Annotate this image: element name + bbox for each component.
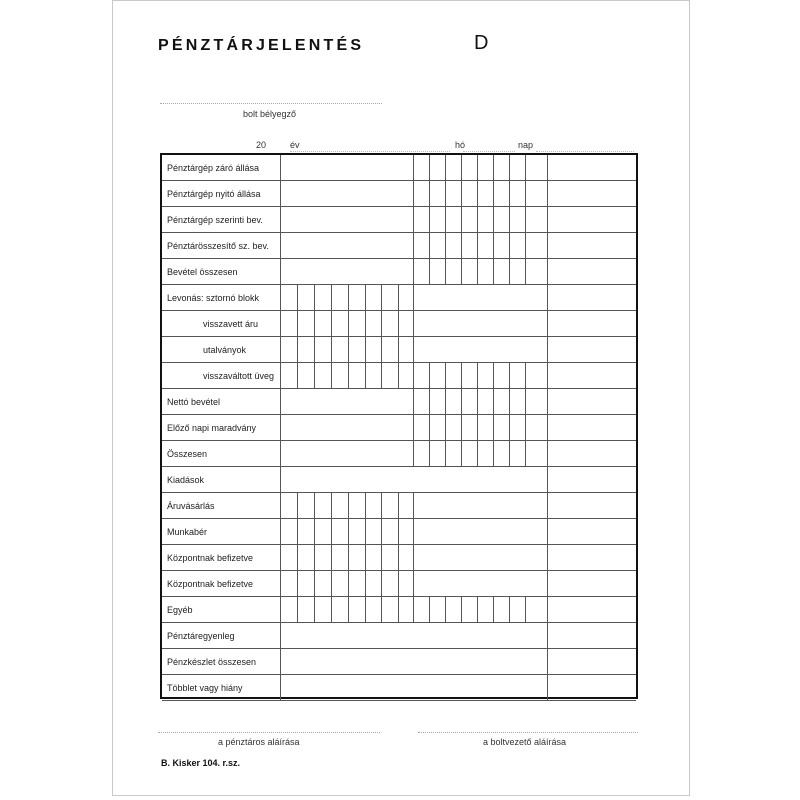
table-row [162, 181, 636, 207]
digit-cell-line [381, 285, 382, 389]
digit-cell-line [445, 363, 446, 467]
digit-cell-line [381, 493, 382, 623]
table-row [162, 259, 636, 285]
cashier-signature-label: a pénztáros aláírása [218, 737, 300, 747]
digit-cell-line [461, 597, 462, 623]
table-row [162, 207, 636, 233]
digit-cell-line [525, 597, 526, 623]
row-label: Egyéb [167, 605, 193, 615]
digit-cell-line [331, 493, 332, 623]
manager-signature-label: a boltvezető aláírása [483, 737, 567, 747]
row-label: Összesen [167, 449, 208, 459]
digit-cell-line [461, 155, 462, 285]
row-label: Pénztárgép nyitó állása [167, 189, 261, 199]
row-label: Pénztárgép záró állása [167, 163, 260, 173]
digit-cell-line [429, 363, 430, 467]
row-label: Pénztárgép szerinti bev. [167, 215, 263, 225]
table-row [162, 389, 636, 415]
table-row [162, 597, 636, 623]
table-row [162, 493, 636, 519]
table-row [162, 519, 636, 545]
row-label: Áruvásárlás [167, 501, 215, 511]
label-divider [280, 155, 281, 701]
year-label: év [290, 140, 300, 150]
cashier-signature-line [158, 732, 380, 733]
digit-cell-line [477, 363, 478, 467]
row-label: Bevétel összesen [167, 267, 238, 277]
report-table [160, 153, 638, 699]
digit-cell-line [331, 285, 332, 389]
manager-signature-line [418, 732, 638, 733]
stamp-line [160, 103, 382, 104]
row-label: visszavett áru [203, 319, 259, 329]
form-code: B. Kisker 104. r.sz. [161, 758, 241, 768]
day-label: nap [518, 140, 534, 150]
month-label: hó [455, 140, 466, 150]
digit-cell-line [509, 363, 510, 467]
column-divider [547, 155, 548, 701]
digit-cell-line [365, 493, 366, 623]
row-label: Többlet vagy hiány [167, 683, 243, 693]
table-row [162, 571, 636, 597]
digit-cell-line [314, 493, 315, 623]
digit-cell-line [398, 493, 399, 623]
stamp-label: bolt bélyegző [243, 109, 297, 119]
month-line [463, 151, 515, 152]
digit-cell-line [509, 155, 510, 285]
digit-cell-line [429, 597, 430, 623]
digit-cell-line [413, 155, 414, 285]
day-line [536, 151, 634, 152]
table-row [162, 545, 636, 571]
digit-cell-line [398, 285, 399, 389]
digit-cell-line [445, 597, 446, 623]
table-row [162, 441, 636, 467]
row-label: visszaváltott üveg [203, 371, 275, 381]
digit-cell-line [429, 155, 430, 285]
row-label: Pénzkészlet összesen [167, 657, 257, 667]
row-label: Nettó bevétel [167, 397, 221, 407]
row-label: Előző napi maradvány [167, 423, 257, 433]
row-label: Központnak befizetve [167, 579, 254, 589]
digit-cell-line [297, 285, 298, 389]
digit-cell-line [461, 363, 462, 467]
table-row [162, 311, 636, 337]
digit-cell-line [493, 155, 494, 285]
table-row [162, 415, 636, 441]
digit-cell-line [314, 285, 315, 389]
digit-cell-line [365, 285, 366, 389]
digit-cell-line [297, 493, 298, 623]
table-row [162, 623, 636, 649]
digit-cell-line [493, 597, 494, 623]
year-line [290, 151, 450, 152]
table-row [162, 649, 636, 675]
digit-cell-line [477, 155, 478, 285]
row-label: Kiadások [167, 475, 205, 485]
table-row [162, 675, 636, 701]
table-row [162, 233, 636, 259]
form-title: PÉNZTÁRJELENTÉS [158, 37, 365, 54]
table-row [162, 467, 636, 493]
digit-cell-line [413, 285, 414, 389]
date-prefix: 20 [256, 140, 267, 150]
table-row [162, 337, 636, 363]
row-label: Pénztáregyenleg [167, 631, 235, 641]
row-label: Pénztárösszesítő sz. bev. [167, 241, 269, 251]
digit-cell-line [525, 155, 526, 285]
digit-cell-line [445, 155, 446, 285]
series-letter: D [474, 32, 489, 54]
row-label: utalványok [203, 345, 247, 355]
table-row [162, 363, 636, 389]
row-label: Levonás: sztornó blokk [167, 293, 260, 303]
row-label: Központnak befizetve [167, 553, 254, 563]
digit-cell-line [525, 363, 526, 467]
digit-cell-line [348, 285, 349, 389]
table-row [162, 285, 636, 311]
digit-cell-line [348, 493, 349, 623]
digit-cell-line [477, 597, 478, 623]
row-label: Munkabér [167, 527, 208, 537]
digit-cell-line [509, 597, 510, 623]
table-row [162, 155, 636, 181]
digit-cell-line [413, 493, 414, 623]
digit-cell-line [493, 363, 494, 467]
